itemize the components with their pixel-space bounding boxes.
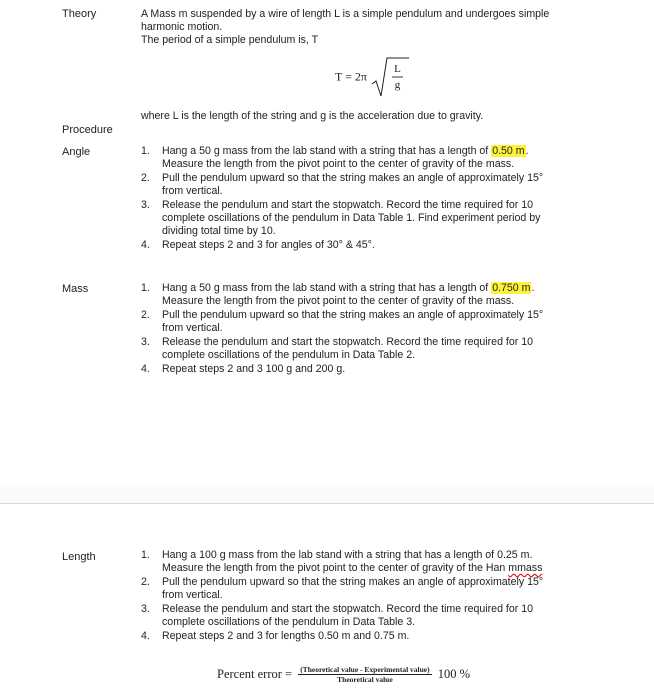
page-break-divider (0, 503, 654, 504)
percent-error-formula (217, 665, 470, 684)
highlighted-length: 0.50 m (492, 145, 525, 157)
page-gap (0, 485, 654, 503)
theory-where-line: where L is the length of the string and g is the acceleration due to gravity. (141, 110, 484, 122)
list-item: 3. Release the pendulum and start the stopwatch. Record the time required for 10 complete oscillations of the pendulum in Data Table 2. (141, 336, 533, 361)
percent-error-fraction (298, 665, 431, 684)
length-steps-list (141, 549, 581, 644)
list-item: 2. Pull the pendulum upward so that the string makes an angle of approximately 15° from vertical. (141, 172, 544, 197)
list-item: 3. Release the pendulum and start the stopwatch. Record the time required for 10 complete oscillations of the pendulum in Data Table 1. Find experiment period by dividing total time by 10. (141, 199, 541, 237)
angle-label: Angle (62, 146, 91, 158)
formula-L: L (394, 63, 401, 75)
percent-error-tail: 100 % (437, 667, 471, 681)
theory-period-line: The period of a simple pendulum is, T (141, 34, 319, 46)
list-item: 1. Hang a 100 g mass from the lab stand with a string that has a length of 0.25 m. Measure the length from the pivot point to the center of gravity of the Han mmass (141, 549, 543, 574)
list-item: 2. Pull the pendulum upward so that the string makes an angle of approximately 15° from vertical. (141, 576, 544, 601)
length-label: Length (62, 551, 96, 563)
percent-error-numerator: (Theoretical value - Experimental value) (300, 665, 430, 674)
list-item: 4. Repeat steps 2 and 3 for angles of 30° & 45°. (141, 239, 375, 251)
percent-error-lhs: Percent error = (217, 667, 293, 681)
list-item: 4. Repeat steps 2 and 3 100 g and 200 g. (141, 363, 346, 375)
theory-text (141, 8, 581, 47)
theory-label: Theory (62, 8, 97, 20)
percent-error-denominator: Theoretical value (337, 675, 393, 684)
list-item: 4. Repeat steps 2 and 3 for lengths 0.50 m and 0.75 m. (141, 630, 410, 642)
formula-lhs: T = 2π (335, 69, 367, 84)
period-formula (335, 56, 410, 98)
formula-g: g (394, 79, 401, 91)
mass-label: Mass (62, 283, 89, 295)
list-item: 2. Pull the pendulum upward so that the string makes an angle of approximately 15° from vertical. (141, 309, 544, 334)
theory-intro-line1: A Mass m suspended by a wire of length L is a simple pendulum and undergoes simple (141, 8, 550, 20)
list-item: 3. Release the pendulum and start the stopwatch. Record the time required for 10 complete oscillations of the pendulum in Data Table 3. (141, 603, 533, 628)
misspelled-word: mmass (508, 562, 543, 574)
list-item: 1. Hang a 50 g mass from the lab stand with a string that has a length of 0.750 m. Measure the length from the pivot point to the center of gravity of the mass. (141, 282, 535, 307)
procedure-label: Procedure (62, 124, 113, 136)
angle-steps-list (141, 145, 581, 253)
list-item: 1. Hang a 50 g mass from the lab stand with a string that has a length of 0.50 m. Measure the length from the pivot point to the center of gravity of the mass. (141, 145, 529, 170)
highlighted-length: 0.750 m (492, 282, 531, 294)
theory-intro-line2: harmonic motion. (141, 21, 223, 33)
mass-steps-list (141, 282, 581, 377)
sqrt-sign-icon (370, 56, 410, 98)
